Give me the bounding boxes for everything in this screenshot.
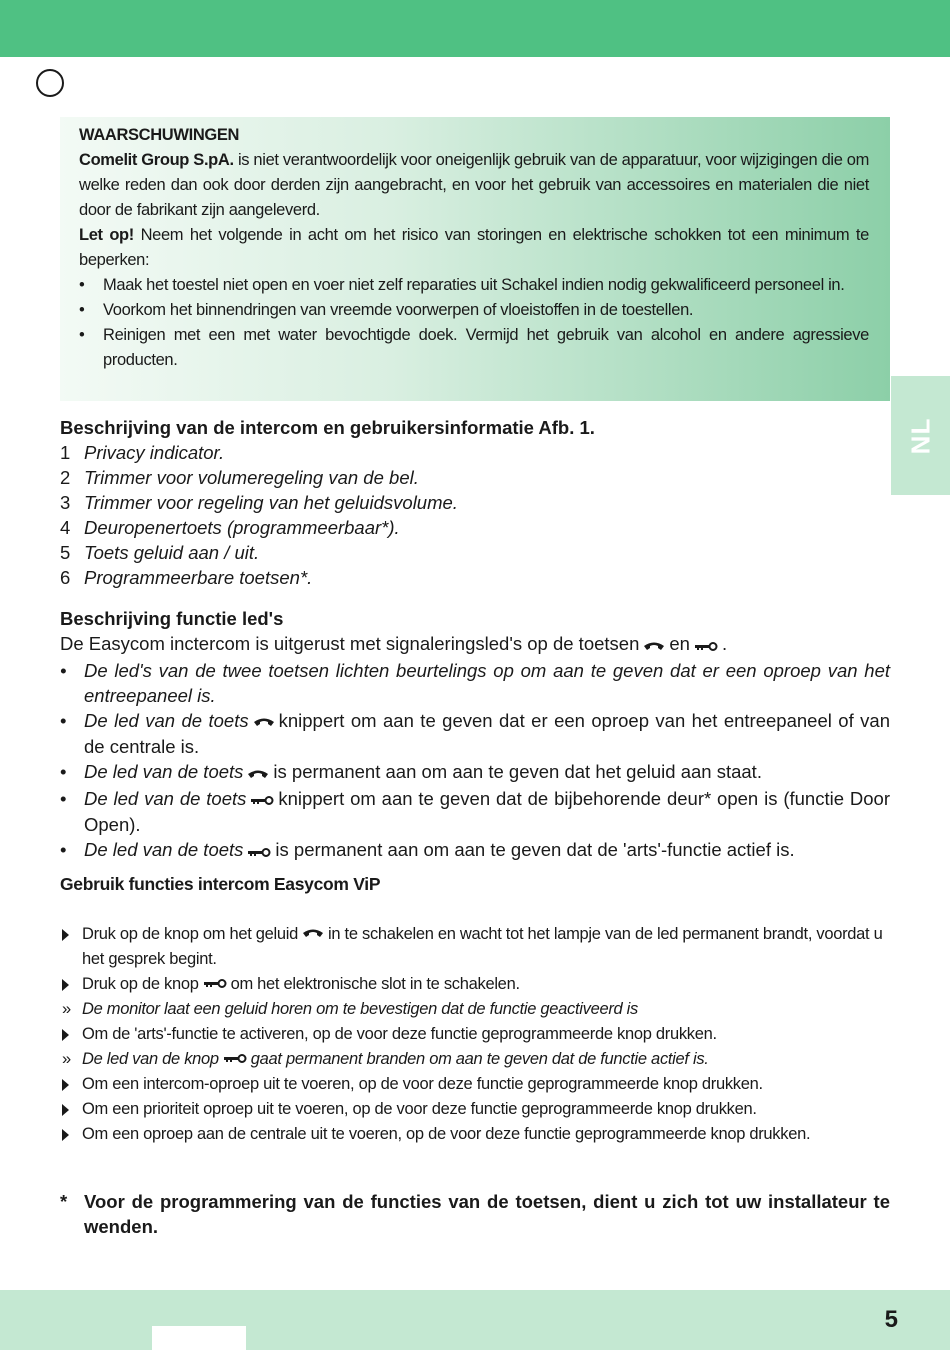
warnings-content [79,123,869,373]
led-bullet [60,708,890,760]
item-text: Toets geluid aan / uit. [84,542,260,563]
warnings-title: WAARSCHUWINGEN [79,126,240,144]
usage-step: Om een oproep aan de centrale uit te voeren, op de voor deze functie geprogrammeerde knop drukken. [60,1122,890,1147]
led-intro-text-b: en [669,633,690,654]
usage-step-lead: Druk op de knop om het geluid [82,925,299,943]
usage-step: Om de 'arts'-functie te activeren, op de voor deze functie geprogrammeerde knop drukken. [60,1022,890,1047]
item-number: 2 [60,467,71,488]
phone-handset-icon [298,922,328,947]
top-header-bar [0,0,950,57]
page-number: 5 [884,1306,898,1333]
intercom-description-section [60,415,890,590]
item-text: Privacy indicator. [84,442,225,463]
item-number: 3 [60,492,71,513]
warnings-box [60,117,890,401]
key-icon [199,972,231,997]
intercom-description-title: Beschrijving van de intercom en gebruikersinformatie Afb. 1. [60,417,595,438]
note-text: Voor de programmering van de functies van de toetsen, dient u zich tot uw installateur te wenden. [84,1191,890,1237]
description-item [60,515,890,540]
usage-title-block [60,872,890,897]
usage-section [60,922,890,1147]
led-bullet [60,759,890,786]
attention-label: Let op! [79,226,134,244]
key-icon [219,1047,251,1072]
led-bullet-text: knippert om aan te geven dat de bijbehorende deur* open is (functie Door Open). [84,787,890,836]
item-text: Deuropenertoets (programmeerbaar*). [84,517,400,538]
description-item [60,465,890,490]
led-function-title: Beschrijving functie led's [60,608,284,629]
footer-bar [0,1290,950,1350]
usage-step-text: om het elektronische slot in te schakelen. [230,975,520,994]
usage-step: Om een prioriteit oproep uit te voeren, op de voor deze functie geprogrammeerde knop drukken. [60,1097,890,1122]
key-icon [690,633,722,658]
usage-step [60,922,890,972]
language-tab-label: NL [905,417,935,454]
usage-title: Gebruik functies intercom Easycom ViP [60,874,381,894]
usage-step-lead: Druk op de knop [82,975,199,994]
key-icon [243,839,275,864]
led-intro-text-a: De Easycom inctercom is uitgerust met signaleringsled's op de toetsen [60,633,640,654]
phone-handset-icon [639,633,669,658]
item-number: 4 [60,517,71,538]
warnings-paragraph-2-text: Neem het volgende in acht om het risico van storingen en elektrische schokken tot een minimum te beperken: [79,226,869,269]
description-item [60,540,890,565]
led-bullet-text: is permanent aan om aan te geven dat het geluid aan staat. [273,761,762,783]
led-bullet-lead: De led van de toets [84,761,244,783]
led-bullet [60,786,890,838]
led-bullet-lead: De led van de toets [84,787,247,809]
usage-result-text: gaat permanent branden om aan te geven dat de functie actief is. [250,1050,709,1069]
item-text: Trimmer voor volumeregeling van de bel. [84,467,419,488]
led-bullet-text: is permanent aan om aan te geven dat de 'arts'-functie actief is. [275,839,795,861]
usage-step-text: in te schakelen en wacht tot het lampje van de led permanent brandt, voordat u het gesprek begint. [82,925,883,969]
item-number: 5 [60,542,71,563]
usage-result [60,1047,890,1072]
warnings-bullet: • Reinigen met een met water bevochtigde doek. Vermijd het gebruik van alcohol en andere agressieve producten. [79,323,869,373]
usage-step: Om een intercom-oproep uit te voeren, op de voor deze functie geprogrammeerde knop drukken. [60,1072,890,1097]
note-asterisk: * [60,1191,68,1212]
phone-handset-icon [249,709,279,734]
led-intro [60,631,890,658]
usage-result: » De monitor laat een geluid horen om te bevestigen dat de functie geactiveerd is [60,997,890,1022]
usage-result-lead: De led van de knop [82,1050,219,1069]
usage-step [60,972,890,997]
led-bullet [60,837,890,864]
description-item [60,440,890,465]
warnings-bullet: • Voorkom het binnendringen van vreemde voorwerpen of vloeistoffen in de toestellen. [79,298,869,323]
circle-marker [36,69,64,97]
phone-handset-icon [243,761,273,786]
item-text: Trimmer voor regeling van het geluidsvolume. [84,492,458,513]
description-item [60,565,890,590]
warnings-paragraph-1-text: is niet verantwoordelijk voor oneigenlijk gebruik van de apparatuur, voor wijzigingen die om welke reden dan ook door derden zijn aangebracht, en voor het gebruik van accessoires en materialen die niet door de fabrikant zijn aangeleverd. [79,151,870,219]
item-number: 1 [60,442,71,463]
warnings-paragraph-2 [79,223,869,273]
led-bullet-lead: De led van de toets [84,709,249,731]
led-function-section [60,606,890,864]
description-item [60,490,890,515]
led-bullet: • De led's van de twee toetsen lichten beurtelings op om aan te geven dat er een oproep van het entreepaneel is. [60,658,890,708]
footer-white-block [152,1326,246,1350]
led-bullet-text: knippert om aan te geven dat er een oproep van het entreepaneel of van de centrale is. [84,709,890,758]
warnings-paragraph-1 [79,148,869,223]
key-icon [246,787,278,812]
item-text: Programmeerbare toetsen*. [84,567,313,588]
led-intro-text-c: . [721,633,728,654]
company-name: Comelit Group S.pA. [79,151,234,169]
installer-note [60,1189,890,1239]
warnings-bullet: • Maak het toestel niet open en voer niet zelf reparaties uit Schakel indien nodig gekwalificeerd personeel in. [79,273,869,298]
language-tab [891,376,950,495]
item-number: 6 [60,567,71,588]
led-bullet-lead: De led van de toets [84,839,244,861]
